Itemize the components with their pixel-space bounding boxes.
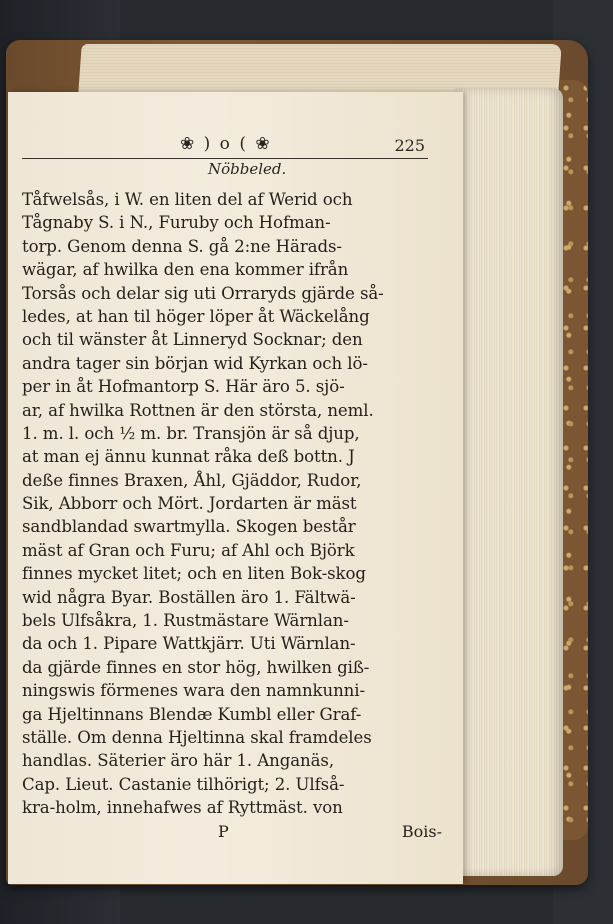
text-line: andra tager sin början wid Kyrkan och lö- xyxy=(22,353,368,373)
page-stack-edge xyxy=(455,88,563,876)
page-header xyxy=(30,130,425,160)
body-text xyxy=(22,188,442,844)
text-line: och til wänster åt Linneryd Socknar; den xyxy=(22,330,363,350)
text-line: ar, af hwilka Rottnen är den största, neml. xyxy=(22,400,374,420)
text-line: Tåfwelsås, i W. en liten del af Werid och xyxy=(22,190,353,209)
text-line: per in åt Hofmantorp S. Här äro 5. sjö- xyxy=(22,377,345,397)
text-line: at man ej ännu kunnat råka deß bottn. J xyxy=(22,447,355,467)
text-line: mäst af Gran och Furu; af Ahl och Björk xyxy=(22,540,355,560)
book-top-edge xyxy=(78,44,561,94)
text-line: handlas. Säterier äro här 1. Anganäs, xyxy=(22,751,335,771)
text-line: sandblandad swartmylla. Skogen består xyxy=(22,517,356,537)
text-line: Tågnaby S. i N., Furuby och Hofman- xyxy=(22,213,331,233)
text-line: finnes mycket litet; och en liten Bok-skog xyxy=(22,564,366,584)
text-line: ställe. Om denna Hjeltinna skal framdeles xyxy=(22,727,372,747)
book-spine xyxy=(560,80,588,840)
book-page xyxy=(8,92,463,884)
text-line: ga Hjeltinnans Blendæ Kumbl eller Graf- xyxy=(22,704,362,724)
text-line: wid några Byar. Boställen äro 1. Fältwä- xyxy=(22,587,356,607)
header-ornament: ❀ ) o ( ❀ xyxy=(180,134,272,154)
header-rule xyxy=(22,158,428,159)
text-line: da gjärde finnes en stor hög, hwilken giß- xyxy=(22,657,370,677)
text-line: wägar, af hwilka den ena kommer ifrån xyxy=(22,260,349,280)
text-line: Torsås och delar sig uti Orraryds gjärde så- xyxy=(22,283,384,303)
signature-mark: P xyxy=(218,821,229,841)
text-line: Sik, Abborr och Mört. Jordarten är mäst xyxy=(22,494,357,514)
text-line: torp. Genom denna S. gå 2:ne Härads- xyxy=(22,236,342,256)
text-line: deße finnes Braxen, Åhl, Gjäddor, Rudor, xyxy=(22,470,362,490)
catchword: Bois- xyxy=(401,821,442,841)
page-number: 225 xyxy=(394,136,425,155)
text-line: bels Ulfsåkra, 1. Rustmästare Wärnlan- xyxy=(22,611,349,631)
text-line: ledes, at han til höger löper åt Wäckelång xyxy=(22,306,370,326)
text-line: da och 1. Pipare Wattkjärr. Uti Wärnlan- xyxy=(22,634,356,654)
text-line: kra-holm, innehafwes af Ryttmäst. von xyxy=(22,798,343,818)
text-line: Cap. Lieut. Castanie tilhörigt; 2. Ulfså- xyxy=(22,774,345,794)
text-line: 1. m. l. och ½ m. br. Transjön är så djup, xyxy=(22,423,360,443)
section-heading: Nöbbeled. xyxy=(208,160,287,178)
page-footer xyxy=(22,820,442,844)
text-line: ningswis förmenes wara den namnkunni- xyxy=(22,681,365,701)
